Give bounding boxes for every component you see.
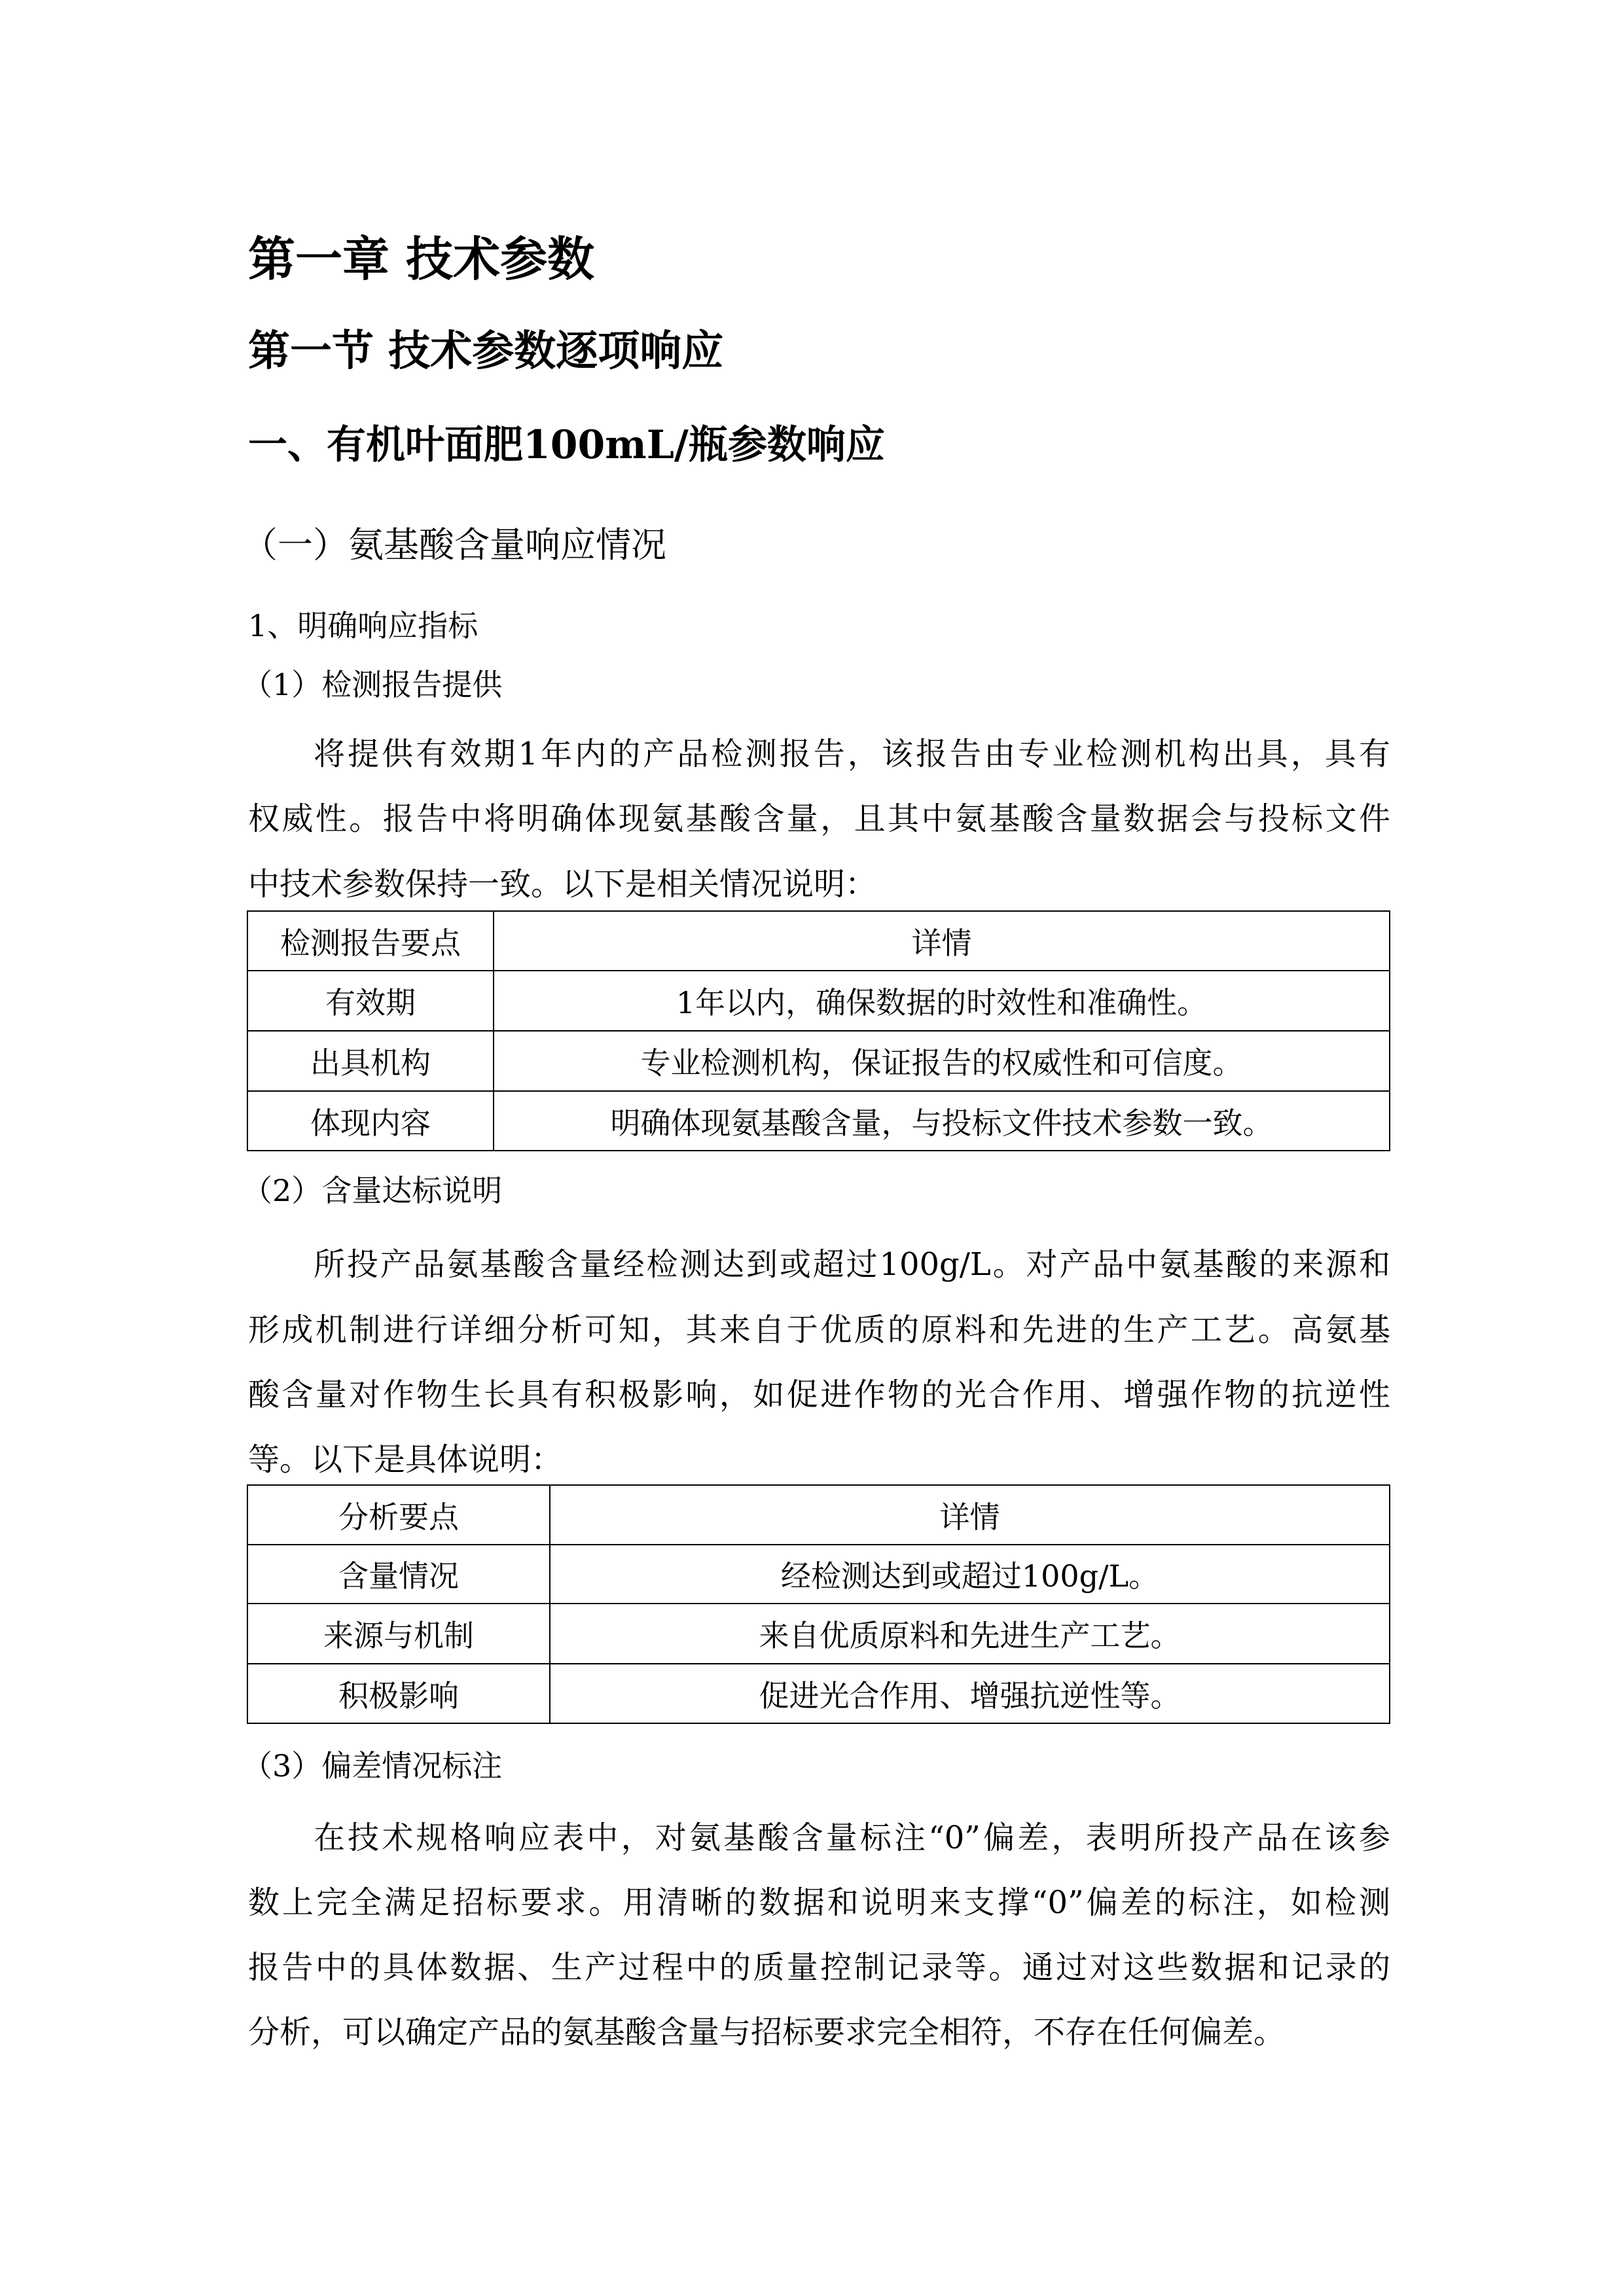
table-cell: 专业检测机构，保证报告的权威性和可信度。 [494,1031,1390,1091]
table-cell: 来源与机制 [247,1604,550,1664]
table-row [247,1604,1390,1664]
point-heading: 1、明确响应指标 [248,608,478,643]
paragraph-line: 所投产品氨基酸含量经检测达到或超过100g/L。对产品中氨基酸的来源和 [314,1246,1390,1283]
table-row [247,1031,1390,1091]
part1-title: （1）检测报告提供 [242,667,503,702]
paragraph-line: 将提供有效期1年内的产品检测报告，该报告由专业检测机构出具，具有 [314,736,1390,772]
table-cell: 来自优质原料和先进生产工艺。 [550,1604,1390,1664]
chapter-heading: 第一章 技术参数 [248,231,595,287]
table-cell: 促进光合作用、增强抗逆性等。 [550,1664,1390,1723]
subsection-heading: 一、有机叶面肥100mL/瓶参数响应 [248,422,885,468]
table-cell: 1年以内，确保数据的时效性和准确性。 [494,971,1390,1031]
table-cell: 体现内容 [247,1091,494,1151]
table-header-row [247,911,1390,971]
report-table [247,910,1390,1151]
table-header: 检测报告要点 [247,911,494,971]
part2-title: （2）含量达标说明 [242,1173,503,1208]
table-cell: 积极影响 [247,1664,550,1723]
part3-title: （3）偏差情况标注 [242,1748,503,1784]
table-cell: 有效期 [247,971,494,1031]
table-cell: 经检测达到或超过100g/L。 [550,1545,1390,1604]
table-row [247,1664,1390,1723]
paragraph-line: 分析，可以确定产品的氨基酸含量与招标要求完全相符，不存在任何偏差。 [248,2014,1286,2051]
table-header: 分析要点 [247,1485,550,1545]
table-row [247,1545,1390,1604]
table-header-row [247,1485,1390,1545]
paragraph-line: 权威性。报告中将明确体现氨基酸含量，且其中氨基酸含量数据会与投标文件 [248,800,1390,837]
paragraph-line: 酸含量对作物生长具有积极影响，如促进作物的光合作用、增强作物的抗逆性 [248,1376,1390,1413]
paragraph-line: 在技术规格响应表中，对氨基酸含量标注“0”偏差，表明所投产品在该参 [314,1820,1390,1856]
table-row [247,971,1390,1031]
paragraph-line: 等。以下是具体说明： [248,1441,563,1478]
table-cell: 含量情况 [247,1545,550,1604]
table-cell: 明确体现氨基酸含量，与投标文件技术参数一致。 [494,1091,1390,1151]
table-header: 详情 [494,911,1390,971]
paragraph-line: 报告中的具体数据、生产过程中的质量控制记录等。通过对这些数据和记录的 [248,1949,1390,1986]
table-row [247,1091,1390,1151]
item-heading: （一）氨基酸含量响应情况 [242,524,666,565]
paragraph-line: 形成机制进行详细分析可知，其来自于优质的原料和先进的生产工艺。高氨基 [248,1312,1390,1348]
analysis-table [247,1484,1390,1724]
paragraph-line: 数上完全满足招标要求。用清晰的数据和说明来支撑“0”偏差的标注，如检测 [248,1884,1390,1921]
table-cell: 出具机构 [247,1031,494,1091]
section-heading: 第一节 技术参数逐项响应 [248,327,724,376]
table-header: 详情 [550,1485,1390,1545]
paragraph-line: 中技术参数保持一致。以下是相关情况说明： [248,866,877,903]
